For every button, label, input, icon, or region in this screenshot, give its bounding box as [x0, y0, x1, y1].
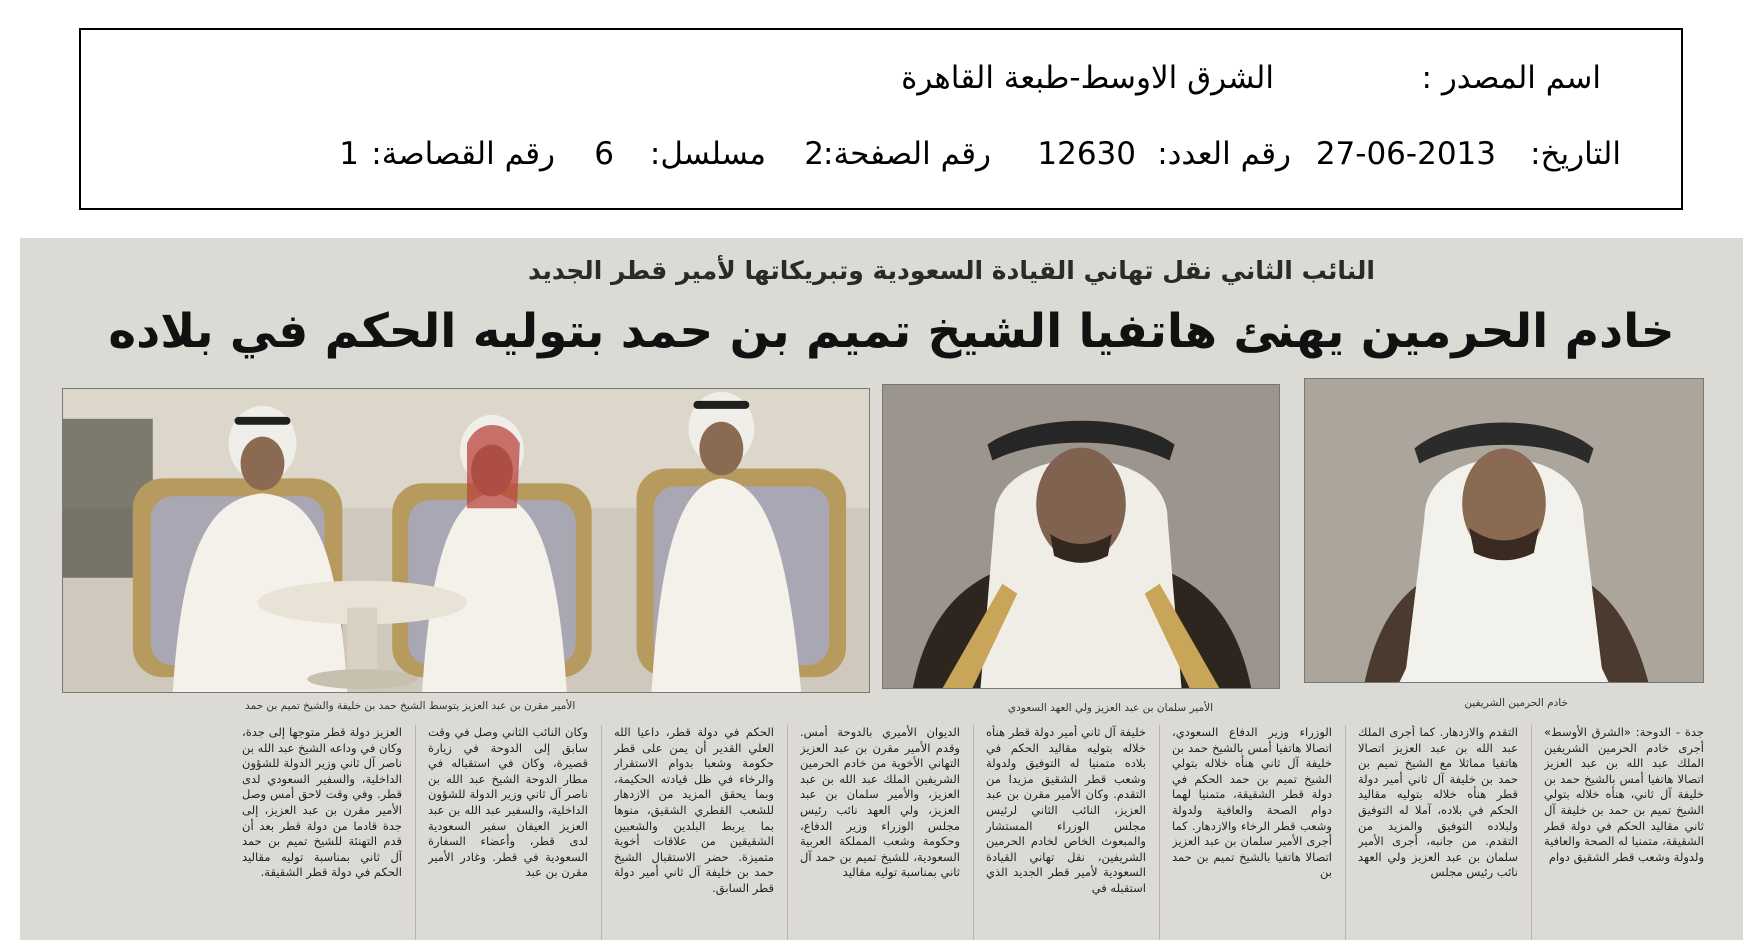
- article-body: [62, 725, 1704, 940]
- page-value: 2: [804, 136, 824, 172]
- date-label: التاريخ:: [1530, 136, 1621, 172]
- issue-details-row: [81, 136, 1681, 176]
- article-column-6: الحكم في دولة قطر، داعيا الله العلي القدير أن يمن على قطر حكومة وشعبا بدوام الاستقرار والرخاء في ظل قيادته الحكيمة، وبما يحقق المزيد من الازدهار للشعب القطري الشقيق، منوها بما يربط البلدين والشعبين الشقيقين من علاقات أخوية متميزة. حضر الاستقبال الشيخ حمد بن خليفة آل ثاني أمير دولة قطر السابق.: [614, 725, 774, 895]
- caption-right: خادم الحرمين الشريفين: [1464, 697, 1568, 709]
- article-column-7: وكان النائب الثاني وصل في وقت سابق إلى الدوحة في زيارة قصيرة، وكان في استقباله في مطار الدوحة الشيخ عبد الله بن ناصر آل ثاني وزير الدولة للشؤون الداخلية، والسفير عبد الله بن عبد العزيز العيفان سفير السعودية لدى قطر، وأعضاء السفارة السعودية في قطر. وغادر الأمير مقرن بن عبد: [428, 725, 588, 880]
- article-column-5: الديوان الأميري بالدوحة أمس. وقدم الأمير مقرن بن عبد العزيز التهاني الأخوية من خادم الحرمين الشريفين الملك عبد الله بن عبد العزيز، والأمير سلمان بن عبد العزيز، ولي العهد نائب رئيس مجلس الوزراء وزير الدفاع، وحكومة وشعب المملكة العربية السعودية، للشيخ تميم بن حمد آل ثاني بمناسبة توليه مقاليد: [800, 725, 960, 880]
- serial-label: مسلسل:: [649, 136, 766, 172]
- column-divider: [973, 725, 974, 940]
- article-column-1: جدة - الدوحة: «الشرق الأوسط» أجرى خادم الحرمين الشريفين الملك عبد الله بن عبد العزيز اتصالا هاتفيا أمس بالشيخ حمد بن خليفة آل ثاني، هنأه خلاله بتولي الشيخ تميم بن حمد بن خليفة آل ثاني مقاليد الحكم في دولة قطر الشقيقة، متمنيا له الصحة والعافية ولدولة وشعب قطر الشقيق دوام: [1544, 725, 1704, 864]
- source-info-box: [79, 28, 1683, 210]
- article-column-3: الوزراء وزير الدفاع السعودي، اتصالا هاتفيا أمس بالشيخ حمد بن خليفة آل ثاني هنأه خلاله بتولي الشيخ تميم بن حمد الحكم في دولة قطر الشقيقة، متمنيا لهما دوام الصحة والعافية ولدولة وشعب قطر الرخاء والازدهار. كما أجرى الأمير سلمان بن عبد العزيز اتصالا هاتفيا بالشيخ تميم بن حمد بن: [1172, 725, 1332, 880]
- source-row: [81, 60, 1681, 100]
- date-value: 27-06-2013: [1315, 136, 1496, 172]
- serial-value: 6: [594, 136, 614, 172]
- caption-left: الأمير مقرن بن عبد العزيز يتوسط الشيخ حمد بن خليفة والشيخ تميم بن حمد: [245, 700, 576, 712]
- column-divider: [1345, 725, 1346, 940]
- portrait-photo-king: [1304, 378, 1704, 683]
- caption-middle: الأمير سلمان بن عبد العزيز ولي العهد السعودي: [1007, 702, 1213, 714]
- column-divider: [601, 725, 602, 940]
- source-label: اسم المصدر :: [1421, 60, 1601, 96]
- issue-value: 12630: [1037, 136, 1136, 172]
- article-kicker: النائب الثاني نقل تهاني القيادة السعودية وتبريكاتها لأمير قطر الجديد: [528, 256, 1375, 285]
- column-divider: [415, 725, 416, 940]
- article-column-2: التقدم والازدهار. كما أجرى الملك عبد الله بن عبد العزيز اتصالا هاتفيا مماثلا مع الشيخ تميم بن حمد بن خليفة آل ثاني أمير دولة قطر هنأه خلاله بتوليه مقاليد الحكم في بلاده، آملا له التوفيق ولبلاده التوفيق والمزيد من التقدم. من جانبه، أجرى الأمير سلمان بن عبد العزيز ولي العهد نائب رئيس مجلس: [1358, 725, 1518, 880]
- group-meeting-photo: [62, 388, 870, 693]
- newspaper-clipping: [20, 238, 1743, 940]
- article-column-4: خليفة آل ثاني أمير دولة قطر هنأه خلاله بتوليه مقاليد الحكم في بلاده متمنيا له التوفيق ولدولة وشعب قطر الشقيق مزيدا من التقدم. وكان الأمير مقرن بن عبد العزيز، النائب الثاني لرئيس مجلس الوزراء المستشار والمبعوث الخاص لخادم الحرمين الشريفين، نقل تهاني القيادة السعودية لأمير قطر الجديد الذي استقبله في: [986, 725, 1146, 895]
- issue-label: رقم العدد:: [1157, 136, 1291, 172]
- article-column-8: العزيز دولة قطر متوجها إلى جدة، وكان في وداعه الشيخ عبد الله بن ناصر آل ثاني وزير الدولة للشؤون الداخلية، والسفير السعودي لدى قطر. وفي وقت لاحق أمس وصل الأمير مقرن بن عبد العزيز، إلى جدة قادما من دولة قطر بعد أن قدم التهنئة للشيخ تميم بن حمد آل ثاني بمناسبة توليه مقاليد الحكم في دولة قطر الشقيقة.: [242, 725, 402, 880]
- column-divider: [1531, 725, 1532, 940]
- article-headline: خادم الحرمين يهنئ هاتفيا الشيخ تميم بن حمد بتوليه الحكم في بلاده: [108, 304, 1675, 359]
- clip-label: رقم القصاصة:: [371, 136, 555, 172]
- column-divider: [787, 725, 788, 940]
- portrait-photo-crown-prince: [882, 384, 1280, 689]
- clip-value: 1: [339, 136, 359, 172]
- column-divider: [1159, 725, 1160, 940]
- page-label: رقم الصفحة:: [823, 136, 991, 172]
- source-value: الشرق الاوسط-طبعة القاهرة: [901, 60, 1274, 96]
